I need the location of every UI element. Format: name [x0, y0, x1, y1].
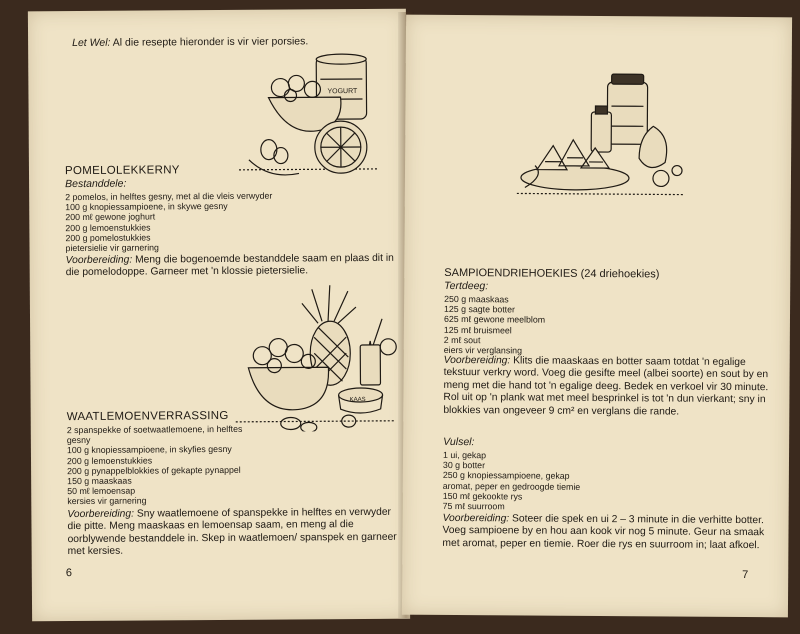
ingredient-item: 625 mℓ gewone meelblom [443, 314, 546, 326]
recipe2-ingredients [67, 423, 398, 507]
recipe1-ingredients [65, 190, 395, 254]
ingredient-item: 150 mℓ gekookte rys [442, 490, 523, 502]
ingredient-item: 1 ui, gekap [442, 449, 487, 461]
pastry-preparation [443, 355, 777, 419]
jar-label: YOGURT [327, 88, 358, 96]
ingredient-item: 200 g pynappelblokkies of gekapte pynappel [67, 464, 241, 476]
page-number-right: 7 [742, 569, 749, 582]
left-page [28, 9, 410, 622]
ingredient-item: aromat, peper en gedroogde tiemie [442, 480, 581, 492]
note-line [72, 35, 392, 49]
ingredient-item: kersies vir garnering [67, 495, 147, 507]
prep-label: Voorbereiding: [65, 254, 133, 267]
prep-text: Meng die bogenoemde bestanddele saam en plaas dit in die pomelodoppe. Garneer met 'n klossie pietersielie. [65, 252, 394, 279]
ingredient-item: 50 mℓ lemoensap [67, 485, 136, 497]
ingredient-item: 30 g botter [442, 460, 486, 471]
pastry-subtitle: Tertdeeg: [444, 279, 489, 293]
ingredient-item: 150 g maaskaas [67, 475, 132, 487]
ingredient-item: 200 mℓ gewone joghurt [65, 211, 156, 223]
ingredient-item: 100 g knopiessampioene, in skywe gesny [65, 201, 228, 213]
recipe3-title: SAMPIOENDRIEHOEKIES (24 driehoekies) [444, 266, 660, 281]
filling-subtitle: Vulsel: [443, 435, 475, 449]
ingredient-item: pietersielie vir garnering [65, 242, 159, 254]
recipe2-title: WAATLEMOENVERRASSING [66, 409, 229, 424]
melon-illustration [230, 281, 401, 432]
prep-text: Soteer die spek en ui 2 – 3 minute in die verhitte botter. Voeg sampioene by en hou aan kook vir nog 5 minute. Geur na smaak met aromat, peper en tiemie. Roer die rys en suurroom in; laat afkoel. [442, 513, 765, 551]
recipe1-title: POMELOLEKKERNY [64, 164, 180, 178]
recipe1-subtitle: Bestanddele: [65, 177, 127, 191]
ingredient-item: gesny [66, 435, 91, 446]
prep-label: Voorbereiding: [67, 508, 135, 521]
ingredient-item: 75 mℓ suurroom [442, 500, 505, 512]
ingredient-item: 125 mℓ bruismeel [443, 324, 512, 336]
ingredient-item: 250 g maaskaas [444, 293, 509, 305]
ingredient-item: 125 g sagte botter [444, 304, 515, 315]
ingredient-item: eiers vir verglansing [443, 344, 523, 356]
recipe2-preparation [67, 507, 399, 559]
ingredient-item: 2 pomelos, in helftes gesny, met al die vleis verwyder [65, 190, 273, 203]
ingredient-item: 200 g lemoenstukkies [66, 455, 153, 466]
ingredient-item: 2 spanspekke of soetwaatlemoene, in helftes [66, 423, 243, 436]
ingredient-item: 250 g knopiessampioene, gekap [442, 470, 570, 482]
ingredient-item: 200 g lemoenstukkies [65, 222, 151, 233]
bowl-label: KAAS [349, 396, 366, 404]
pomelo-illustration [228, 49, 389, 190]
ingredient-item: 2 mℓ sout [443, 334, 481, 345]
page-number-left: 6 [65, 567, 72, 580]
note-text: Al die resepte hieronder is vir vier porsies. [110, 35, 309, 49]
pastry-ingredients [444, 294, 774, 358]
filling-ingredients [443, 450, 773, 514]
filling-preparation [442, 513, 776, 553]
right-page [402, 15, 792, 618]
prep-text: Sny waatlemoene of spanspekke in helftes en verwyder die pitte. Meng maaskaas en lemoensap saam, en meng al die oorblywende bestanddele in. Skep in waatlemoen/ spanspek en garneer met kersies. [67, 506, 397, 558]
prep-label: Voorbereiding: [443, 354, 511, 367]
recipe1-preparation [66, 253, 396, 280]
prep-label: Voorbereiding: [442, 512, 510, 525]
ingredient-item: 100 g knopiessampioene, in skyfies gesny [66, 444, 232, 456]
pastry-illustration [515, 65, 686, 206]
note-label: Let Wel: [72, 36, 111, 50]
prep-text: Klits die maaskaas en botter saam totdat 'n egalige tekstuur verkry word. Voeg die gesifte meel (albei soorte) en sout by en meng met die hand tot 'n egalige deeg. Bedek en verkoel vir 30 minute. Rol uit op 'n plank wat met meel besprinkel is tot 'n dun vierkant; sny in blokkies van ongeveer 9 cm² en verglans die rande. [443, 355, 769, 418]
ingredient-item: 200 g pomelostukkies [65, 232, 151, 243]
